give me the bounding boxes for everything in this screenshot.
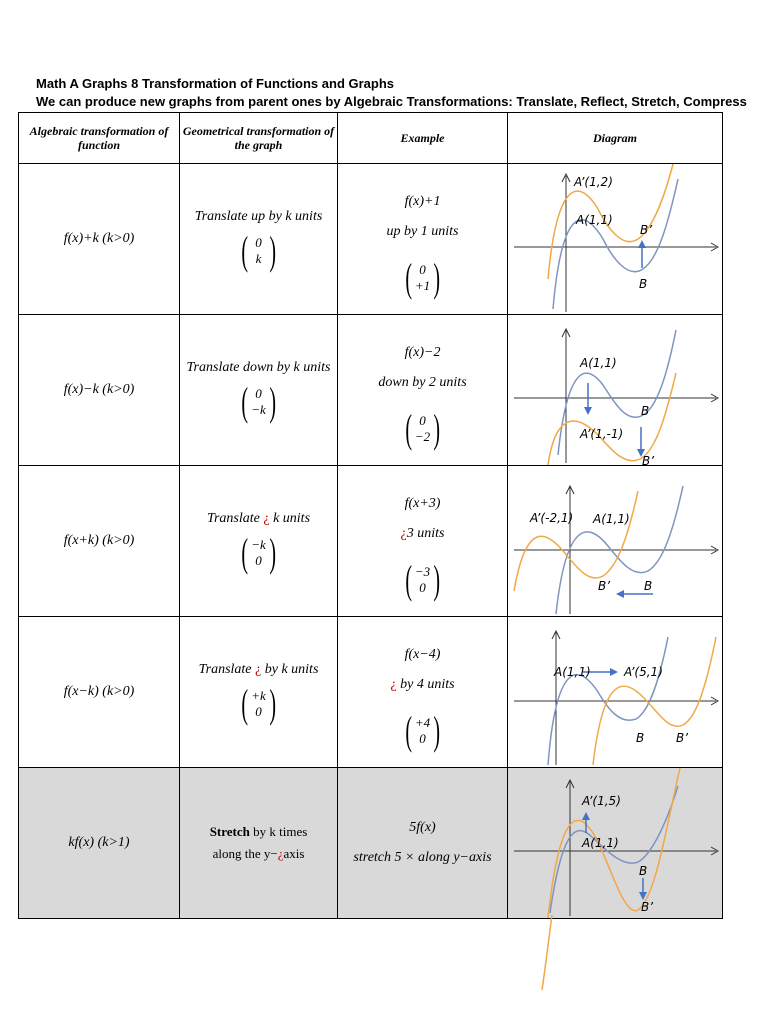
diagram-translate-left — [508, 466, 723, 616]
example-description: down by 2 units — [378, 375, 467, 390]
algebraic-cell: f(x)−k (k>0) — [19, 315, 180, 466]
example-vector: ( 0 −2 ) — [404, 406, 441, 451]
vector-bottom: +1 — [414, 278, 431, 293]
table-row — [19, 315, 723, 466]
missing-word-mark: ¿ — [390, 677, 397, 692]
geometric-text: Translate down by k units — [186, 360, 331, 375]
translation-vector: ( −k 0 ) — [241, 530, 276, 575]
point-b-label: B — [644, 579, 653, 593]
translated-curve — [548, 373, 676, 465]
example-cell — [338, 164, 508, 315]
header-example: Example — [338, 113, 508, 164]
point-b-prime-label: B’ — [640, 223, 653, 237]
point-a-prime-label: A’(1,5) — [582, 794, 621, 808]
header-geometric: Geometrical transformation of the graph — [180, 113, 338, 164]
vector-top: −k — [251, 537, 266, 552]
diagram-cell — [508, 617, 723, 768]
translated-curve — [514, 491, 638, 591]
point-b-label: B — [641, 404, 650, 418]
vector-top: 0 — [255, 235, 262, 250]
example-cell — [338, 768, 508, 919]
point-a-label: A(1,1) — [554, 665, 591, 679]
stretch-text: by k times — [253, 824, 308, 839]
missing-word-mark: ¿ — [277, 846, 284, 861]
geometric-cell — [180, 617, 338, 768]
geometric-text: Translate up by k units — [194, 209, 323, 224]
diagram-cell — [508, 466, 723, 617]
example-vector: ( +4 0 ) — [404, 708, 441, 753]
example-description: up by 1 units — [386, 224, 459, 239]
example-vector: ( −3 0 ) — [404, 557, 441, 602]
header-row — [19, 113, 723, 164]
geometric-text — [180, 662, 337, 678]
algebraic-cell: f(x)+k (k>0) — [19, 164, 180, 315]
translation-vector: ( +k 0 ) — [241, 681, 276, 726]
geometric-cell — [180, 768, 338, 919]
point-a-label: A(1,1) — [582, 836, 619, 850]
geometric-cell — [180, 164, 338, 315]
diagram-translate-up — [508, 164, 723, 314]
example-function: f(x)+1 — [404, 194, 441, 209]
point-a-prime-label: A’(1,-1) — [580, 427, 624, 441]
stretch-line2-pre: along the y− — [212, 846, 278, 861]
vector-top: 0 — [419, 413, 426, 428]
stretch-keyword: Stretch — [209, 824, 250, 839]
example-function: f(x+3) — [404, 496, 441, 511]
example-description: stretch 5 × along y−axis — [353, 850, 492, 865]
stretched-curve-tail — [542, 915, 552, 990]
table-row — [19, 164, 723, 315]
example-cell — [338, 466, 508, 617]
stretched-curve-overflow — [540, 915, 580, 995]
shift-arrow-a-head — [584, 407, 592, 415]
example-vector: ( 0 +1 ) — [404, 255, 441, 300]
header-algebraic: Algebraic transformation of function — [19, 113, 180, 164]
vector-bottom: 0 — [419, 731, 426, 746]
transformations-table — [18, 112, 723, 919]
geometric-text-pre: Translate — [198, 662, 252, 677]
table-row — [19, 768, 723, 919]
example-function: f(x−4) — [404, 647, 441, 662]
example-description-text: 3 units — [406, 526, 445, 541]
point-b-prime-label: B’ — [641, 900, 654, 914]
point-b-prime-label: B’ — [676, 731, 689, 745]
stretch-line2-post: axis — [283, 846, 305, 861]
stretch-description — [180, 821, 337, 865]
vector-bottom: 0 — [255, 553, 262, 568]
point-a-label: A(1,1) — [580, 356, 617, 370]
algebraic-cell: kf(x) (k>1) — [19, 768, 180, 919]
page-title: Math A Graphs 8 Transformation of Functions and Graphs — [36, 76, 395, 91]
point-b-label: B — [636, 731, 645, 745]
page-subtitle: We can produce new graphs from parent ones by Algebraic Transformations: Translate, Reflect, Stretch, Compress — [36, 94, 747, 109]
point-a-prime-label: A’(1,2) — [574, 175, 613, 189]
shift-arrow-head — [638, 240, 646, 248]
vector-bottom: k — [255, 251, 262, 266]
shift-arrow-head — [616, 590, 624, 598]
translation-vector: ( 0 k ) — [241, 228, 276, 273]
example-description — [338, 526, 507, 542]
geometric-text-post: k units — [273, 511, 311, 526]
shift-arrow-head — [610, 668, 618, 676]
missing-word-mark: ¿ — [400, 526, 407, 541]
vector-bottom: 0 — [419, 580, 426, 595]
geometric-text-post: by k units — [264, 662, 319, 677]
vector-bottom: −k — [251, 402, 266, 417]
missing-word-mark: ¿ — [263, 511, 270, 526]
translation-vector: ( 0 −k ) — [241, 379, 276, 424]
example-cell — [338, 315, 508, 466]
diagram-cell — [508, 315, 723, 466]
stretch-arrow-a-head — [582, 812, 590, 820]
diagram-translate-down — [508, 315, 723, 465]
vector-bottom: −2 — [414, 429, 431, 444]
example-function: f(x)−2 — [404, 345, 441, 360]
vector-top: +k — [251, 688, 266, 703]
example-description-text: by 4 units — [400, 677, 455, 692]
point-b-label: B — [639, 277, 648, 291]
diagram-cell — [508, 768, 723, 919]
vector-top: +4 — [414, 715, 431, 730]
algebraic-cell: f(x+k) (k>0) — [19, 466, 180, 617]
diagram-cell — [508, 164, 723, 315]
geometric-cell — [180, 466, 338, 617]
algebraic-cell: f(x−k) (k>0) — [19, 617, 180, 768]
example-cell — [338, 617, 508, 768]
point-a-prime-label: A’(-2,1) — [530, 511, 574, 525]
point-b-prime-label: B’ — [598, 579, 611, 593]
vector-bottom: 0 — [255, 704, 262, 719]
example-function: 5f(x) — [409, 820, 436, 835]
point-a-label: A(1,1) — [593, 512, 630, 526]
missing-word-mark: ¿ — [255, 662, 262, 677]
diagram-stretch — [508, 768, 723, 918]
table-row — [19, 466, 723, 617]
geometric-text — [180, 511, 337, 527]
point-a-prime-label: A’(5,1) — [624, 665, 663, 679]
parent-curve — [553, 179, 678, 309]
header-diagram: Diagram — [508, 113, 723, 164]
point-b-prime-label: B’ — [642, 454, 655, 465]
vector-top: −3 — [414, 564, 431, 579]
point-b-label: B — [639, 864, 648, 878]
geometric-text-pre: Translate — [206, 511, 260, 526]
vector-top: 0 — [255, 386, 262, 401]
point-a-label: A(1,1) — [576, 213, 613, 227]
table-row — [19, 617, 723, 768]
geometric-cell — [180, 315, 338, 466]
vector-top: 0 — [419, 262, 426, 277]
example-description — [338, 677, 507, 693]
diagram-translate-right — [508, 617, 723, 767]
